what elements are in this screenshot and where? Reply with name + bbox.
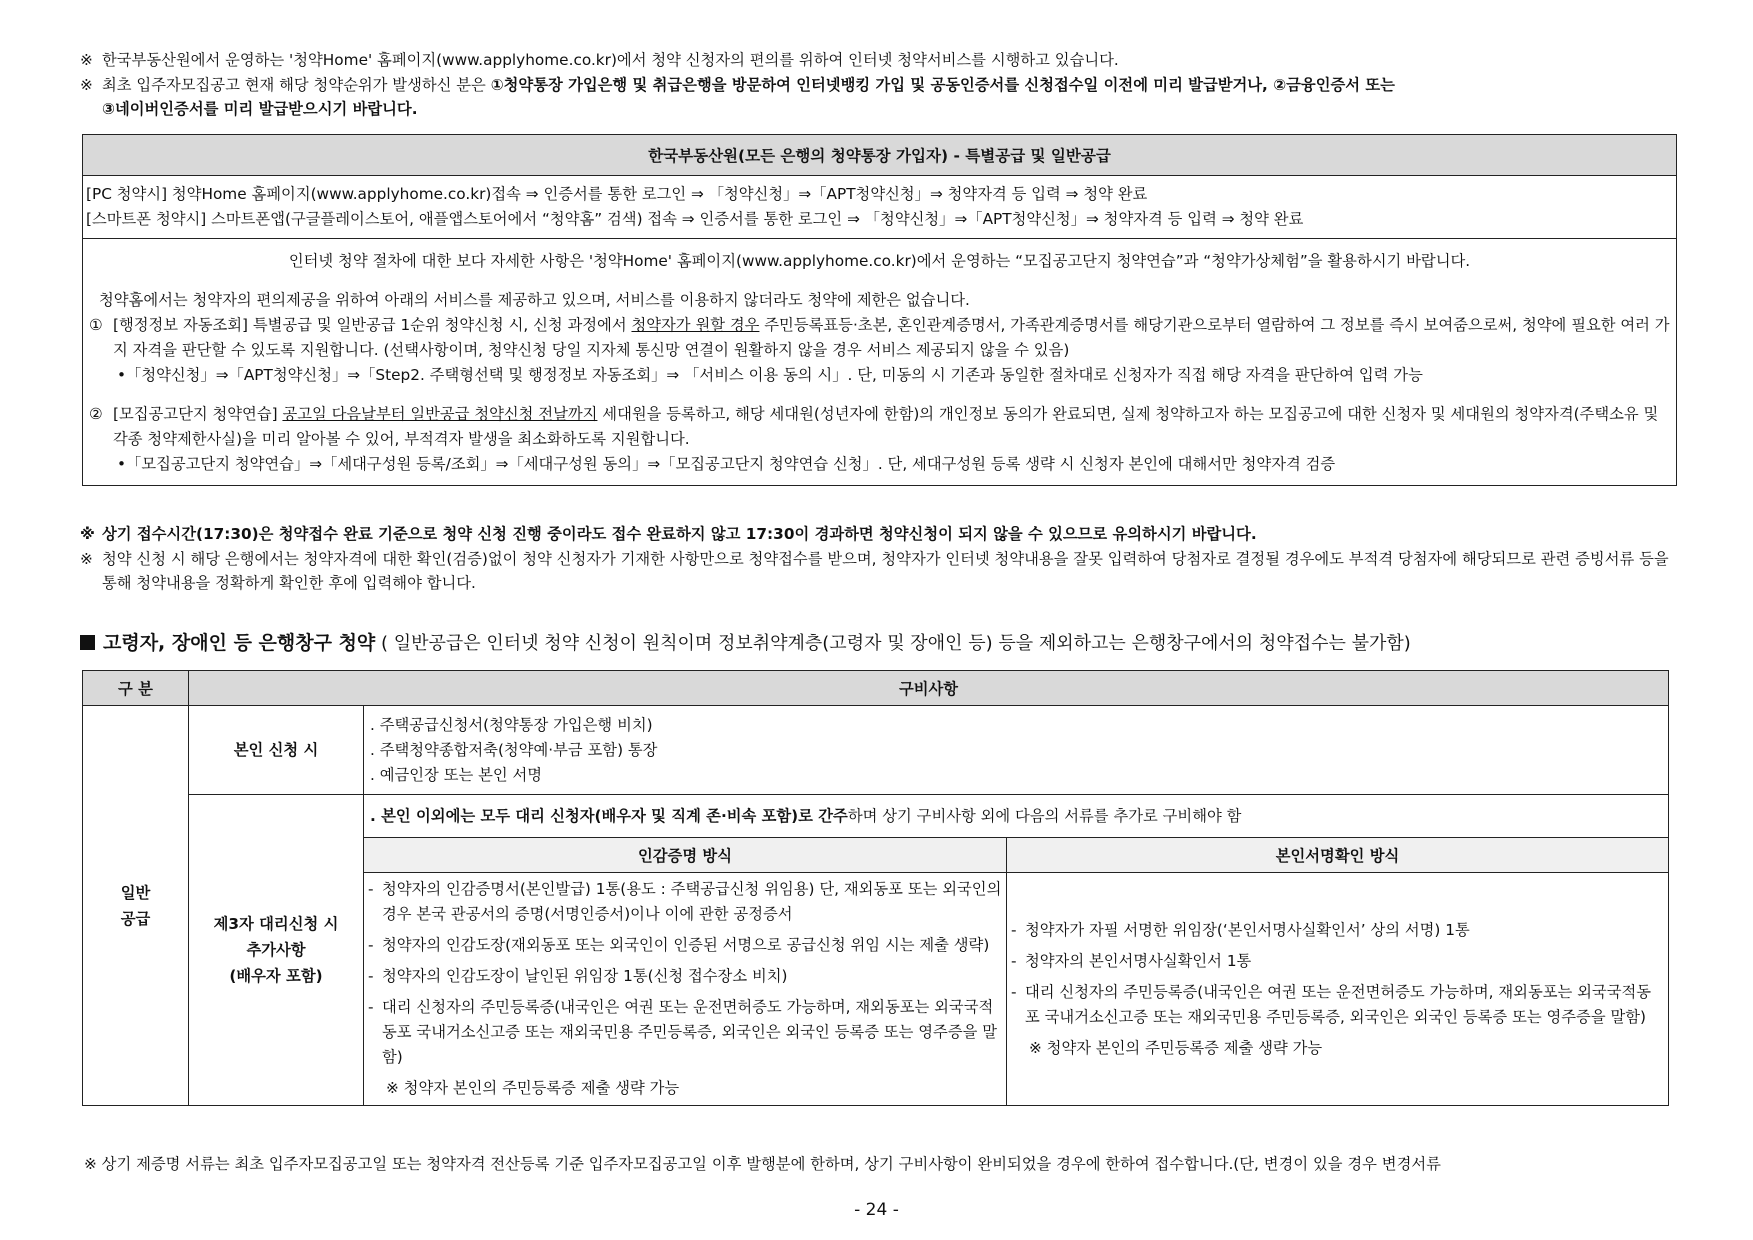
notice-mark: ※: [80, 51, 93, 69]
internet-application-table: [82, 134, 1677, 486]
category-general-supply: [83, 706, 189, 1106]
notice-online-service: [80, 48, 1680, 72]
sign-note: ※ 청약자 본인의 주민등록증 제출 생략 가능: [1029, 1038, 1323, 1057]
bank-counter-table: [82, 670, 1669, 1106]
doc-item: . 주택청약종합저축(청약예·부금 포함) 통장: [370, 740, 658, 759]
section-title-main: 고령자, 장애인 등 은행창구 청약: [103, 632, 376, 654]
header-requirements: 구비사항: [189, 671, 1669, 706]
notice-text-c: ③네이버인증서를 미리 발급받으시기 바랍니다.: [102, 100, 418, 118]
item-number: ①: [89, 316, 103, 334]
doc-item: . 예금인장 또는 본인 서명: [370, 765, 543, 784]
item1-underlined: 청약자가 원할 경우: [631, 316, 760, 334]
sign-doc-item: - 청약자의 본인서명사실확인서 1통: [1011, 951, 1252, 970]
page-number: - 24 -: [854, 1200, 899, 1220]
proxy-intro-bold: . 본인 이외에는 모두 대리 신청자(배우자 및 직계 존·비속 포함)로 간주: [370, 806, 848, 825]
proxy-label-line: 제3자 대리신청 시: [213, 915, 339, 933]
proxy-intro-rest: 하며 상기 구비사항 외에 다음의 서류를 추가로 구비해야 함: [847, 806, 1242, 825]
seal-doc-item: - 청약자의 인감도장(재외동포 또는 외국인이 인증된 서명으로 공급신청 위임 시는 제출 생략): [368, 936, 990, 954]
proxy-application-label: [189, 795, 364, 1106]
info-center-line: 인터넷 청약 절차에 대한 보다 자세한 사항은 '청약Home' 홈페이지(www.applyhome.co.kr)에서 운영하는 “모집공고단지 청약연습”과 “청약가상체험”을 활용하시기 바랍니다.: [288, 252, 1471, 270]
sign-doc-item: - 청약자가 자필 서명한 위임장(‘본인서명사실확인서’ 상의 서명) 1통: [1011, 920, 1470, 939]
signature-method-docs: [1007, 873, 1669, 1106]
section-title: [80, 628, 1411, 655]
item1-sub: •「청약신청」⇒「APT청약신청」⇒「Step2. 주택형선택 및 행정정보 자동조회」⇒ 「서비스 이용 동의 시」. 단, 미동의 시 기존과 동일한 절차대로 신청자가 직접 해당 자격을 판단하여 입력 가능: [117, 366, 1423, 384]
item1-text-a: [행정정보 자동조회] 특별공급 및 일반공급 1순위 청약신청 시, 신청 과정에서: [113, 316, 632, 334]
item2-text-a: [모집공고단지 청약연습]: [113, 405, 283, 423]
item-number: ②: [89, 405, 103, 423]
seal-method-docs: [364, 873, 1007, 1106]
mobile-steps: [스마트폰 청약시] 스마트폰앱(구글플레이스토어, 애플앱스토어에서 “청약홈” 검색) 접속 ⇒ 인증서를 통한 로그인 ⇒ 「청약신청」⇒「APT청약신청」⇒ 청약자격 등 입력 ⇒ 청약 완료: [86, 210, 1304, 228]
item1-text-b: 주민등록표등·초본, 혼인관계증명서, 가족관계증명서를 해당기관으로부터 열람하여 그 정보를 즉시 보여줌으로써, 청약에 필요한 여러 가지 자격을 판단할 수 있도록 지원합니다. (선택사항이며, 청약신청 당일 지자체 통신망 연결이 원활하지 않을 경우 서비스 제공되지 않을 수 있음): [113, 316, 1670, 359]
notice-text: 한국부동산원에서 운영하는 '청약Home' 홈페이지(www.applyhome.co.kr)에서 청약 신청자의 편의를 위하여 인터넷 청약서비스를 시행하고 있습니다.: [102, 51, 1119, 69]
doc-item: . 주택공급신청서(청약통장 가입은행 비치): [370, 715, 653, 734]
notice-mark: ※: [80, 550, 93, 568]
item2-sub: •「모집공고단지 청약연습」⇒「세대구성원 등록/조회」⇒「세대구성원 동의」⇒「모집공고단지 청약연습 신청」. 단, 세대구성원 등록 생략 시 신청자 본인에 대해서만 청약자격 검증: [117, 455, 1336, 473]
seal-doc-item: - 대리 신청자의 주민등록증(내국인은 여권 또는 운전면허증도 가능하며, 재외동포는 외국국적동포 국내거소신고증 또는 재외국민용 주민등록증, 외국인은 외국인 등록증 또는 영주증을 말함): [368, 998, 998, 1066]
item2-text-b: 세대원을 등록하고, 해당 세대원(성년자에 한함)의 개인정보 동의가 완료되면, 실제 청약하고자 하는 모집공고에 대한 신청자 및 세대원의 청약자격(주택소유 및 각종 청약제한사실)을 미리 알아볼 수 있어, 부적격자 발생을 최소화하도록 지원합니다.: [113, 405, 1659, 448]
service-item-1: [89, 313, 1670, 363]
notice-mark: ※: [80, 76, 93, 94]
service-info: [83, 239, 1677, 486]
proxy-intro: [364, 795, 1669, 838]
section-subtitle: ( 일반공급은 인터넷 청약 신청이 원칙이며 정보취약계층(고령자 및 장애인 등) 등을 제외하고는 은행창구에서의 청약접수는 불가함): [381, 633, 1411, 654]
application-steps: [83, 176, 1677, 239]
header-category: 구 분: [83, 671, 189, 706]
notice-deadline: [80, 522, 1680, 546]
service-item-2: [89, 402, 1670, 452]
notice-verification: [80, 547, 1670, 595]
item2-underlined: 공고일 다음날부터 일반공급 청약신청 전날까지: [282, 405, 598, 423]
info-intro: 청약홈에서는 청약자의 편의제공을 위하여 아래의 서비스를 제공하고 있으며, 서비스를 이용하지 않더라도 청약에 제한은 없습니다.: [99, 291, 970, 309]
category-line: 일반: [120, 883, 151, 902]
seal-note: ※ 청약자 본인의 주민등록증 제출 생략 가능: [386, 1079, 680, 1097]
footer-note: ※ 상기 제증명 서류는 최초 입주자모집공고일 또는 청약자격 전산등록 기준 입주자모집공고일 이후 발행분에 한하며, 상기 구비사항이 완비되었을 경우에 한하여 접수합니다.(단, 변경이 있을 경우 변경서류: [84, 1155, 1441, 1173]
self-application-docs: [364, 706, 1669, 795]
pc-steps: [PC 청약시] 청약Home 홈페이지(www.applyhome.co.kr)접속 ⇒ 인증서를 통한 로그인 ⇒ 「청약신청」⇒「APT청약신청」⇒ 청약자격 등 입력 ⇒ 청약 완료: [86, 185, 1148, 203]
self-application-label: 본인 신청 시: [189, 706, 364, 795]
notice-text: 청약 신청 시 해당 은행에서는 청약자격에 대한 확인(검증)없이 청약 신청자가 기재한 사항만으로 청약접수를 받으며, 청약자가 인터넷 청약내용을 잘못 입력하여 당첨자로 결정될 경우에도 부적격 당첨자에 해당되므로 관련 증빙서류 등을 통해 청약내용을 정확하게 확인한 후에 입력해야 합니다.: [102, 550, 1669, 592]
sign-doc-item: - 대리 신청자의 주민등록증(내국인은 여권 또는 운전면허증도 가능하며, 재외동포는 외국국적동포 국내거소신고증 또는 재외국민용 주민등록증, 외국인은 외국인 등록증 또는 영주증을 말함): [1011, 982, 1652, 1026]
internet-table-header: 한국부동산원(모든 은행의 청약통장 가입자) - 특별공급 및 일반공급: [83, 135, 1677, 176]
seal-method-header: 인감증명 방식: [364, 838, 1007, 873]
proxy-label-line: (배우자 포함): [229, 967, 323, 985]
square-bullet-icon: [80, 635, 95, 650]
seal-doc-item: - 청약자의 인감증명서(본인발급) 1통(용도 : 주택공급신청 위임용) 단, 재외동포 또는 외국인의 경우 본국 관공서의 증명(서명인증서)이나 이에 관한 공정증서: [368, 880, 1002, 923]
notice-text-b: ①청약통장 가입은행 및 취급은행을 방문하여 인터넷뱅킹 가입 및 공동인증서를 신청접수일 이전에 미리 발급받거나, ②금융인증서 또는: [490, 76, 1395, 94]
seal-doc-item: - 청약자의 인감도장이 날인된 위임장 1통(신청 접수장소 비치): [368, 967, 788, 985]
notice-text-a: 최초 입주자모집공고 현재 해당 청약순위가 발생하신 분은: [102, 76, 491, 94]
category-line: 공급: [120, 909, 151, 928]
signature-method-header: 본인서명확인 방식: [1007, 838, 1669, 873]
notice-certificate: [80, 73, 1680, 121]
notice-text: 상기 접수시간(17:30)은 청약접수 완료 기준으로 청약 신청 진행 중이라도 접수 완료하지 않고 17:30이 경과하면 청약신청이 되지 않을 수 있으므로 유의하시기 바랍니다.: [102, 525, 1257, 543]
proxy-label-line: 추가사항: [246, 941, 306, 959]
notice-mark: ※: [80, 525, 95, 543]
